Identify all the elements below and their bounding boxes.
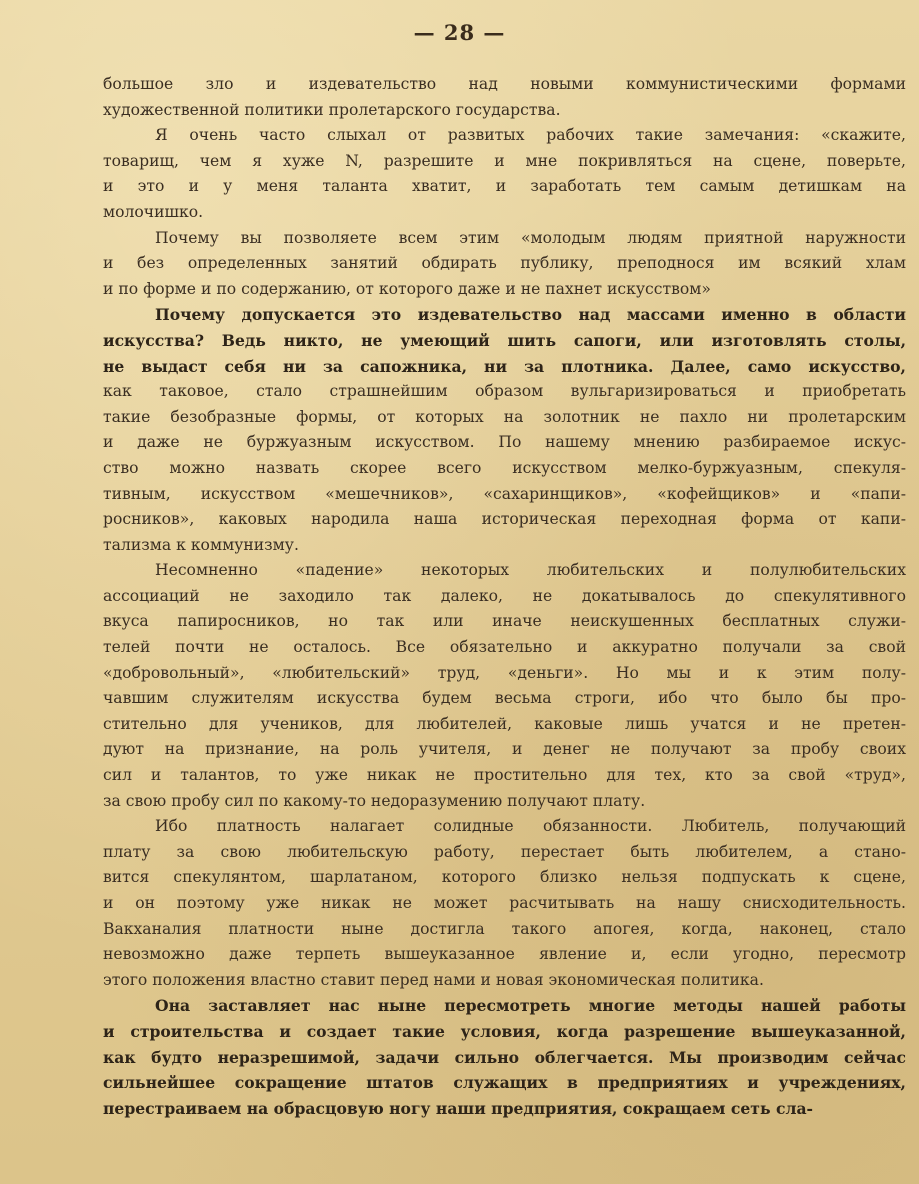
text-line: телей почти не осталось. Все обязательно и аккуратно получали за свой — [103, 638, 906, 657]
text-line: Вакханалия платности ныне достигла такого апогея, когда, наконец, стало — [103, 919, 906, 938]
text-line: большое зло и издевательство над новыми коммунистическими формами — [103, 75, 906, 93]
text-line: как таковое, стало страшнейшим образом вульгаризироваться и приобретать — [103, 382, 906, 401]
text-line: тализма к коммунизму. — [103, 535, 299, 554]
text-line: и он поэтому уже никак не может расчитывать на нашу снисходительность. — [103, 894, 906, 912]
paragraph — [103, 123, 906, 225]
paragraph — [103, 993, 906, 1121]
text-line: товарищ, чем я хуже N, разрешите и мне покривляться на сцене, поверьте, — [103, 151, 906, 170]
body-text — [103, 72, 906, 1121]
text-line: и даже не буржуазным искусством. По нашему мнению разбираемое искус- — [103, 433, 906, 452]
text-line: и строительства и создает такие условия, когда разрешение вышеуказанной, — [103, 1021, 906, 1041]
text-line: и по форме и по содержанию, от которого даже и не пахнет искусством» — [103, 279, 711, 298]
text-line: перестраиваем на обрасцовую ногу наши предприятия, сокращаем сеть сла- — [103, 1098, 814, 1118]
paragraph — [103, 814, 906, 993]
text-line: искусства? Ведь никто, не умеющий шить сапоги, или изготовлять столы, — [103, 330, 906, 350]
text-line: плату за свою любительскую работу, перестает быть любителем, а стано- — [103, 842, 906, 861]
text-line: ассоциаций не заходило так далеко, не докатывалось до спекулятивного — [103, 586, 906, 605]
paragraph — [103, 72, 906, 123]
text-line: дуют на признание, на роль учителя, и денег не получают за пробу своих — [103, 740, 906, 759]
text-line: Почему вы позволяете всем этим «молодым людям приятной наружности — [155, 228, 906, 247]
text-line: сил и талантов, то уже никак не простительно для тех, кто за свой «труд», — [103, 766, 906, 785]
text-line: Я очень часто слыхал от развитых рабочих такие замечания: «скажите, — [155, 126, 906, 145]
text-line: художественной политики пролетарского государства. — [103, 100, 561, 119]
text-line: «добровольный», «любительский» труд, «деньги». Но мы и к этим полу- — [103, 663, 906, 682]
text-line: тивным, искусством «мешечников», «сахаринщиков», «кофейщиков» и «папи- — [103, 484, 906, 503]
text-line: чавшим служителям искусства будем весьма строги, ибо что было бы про- — [103, 689, 906, 708]
text-line: росников», каковых народила наша историческая переходная форма от капи- — [103, 510, 906, 529]
text-line: ство можно назвать скорее всего искусством мелко-буржуазным, спекуля- — [103, 458, 906, 477]
paragraph — [103, 302, 906, 558]
text-line: и без определенных занятий обдирать публику, преподнося им всякий хлам — [103, 254, 906, 273]
text-line: невозможно даже терпеть вышеуказанное явление и, если угодно, пересмотр — [103, 945, 906, 964]
text-line: и это и у меня таланта хватит, и заработать тем самым детишкам на — [103, 177, 906, 196]
text-line: Ибо платность налагает солидные обязанности. Любитель, получающий — [155, 817, 906, 836]
text-line: Несомненно «падение» некоторых любительских и полулюбительских — [155, 561, 906, 580]
text-line: стительно для учеников, для любителей, каковые лишь учатся и не претен- — [103, 714, 906, 733]
paragraph — [103, 226, 906, 303]
paragraph — [103, 558, 906, 814]
text-line: молочишко. — [103, 202, 204, 221]
text-line: Почему допускается это издевательство над массами именно в области — [155, 305, 906, 325]
text-line: вится спекулянтом, шарлатаном, которого близко нельзя подпускать к сцене, — [103, 868, 906, 887]
text-line: такие безобразные формы, от которых на золотник не пахло ни пролетарским — [103, 407, 906, 426]
page-number: — 28 — — [413, 20, 506, 45]
text-line: как будто неразрешимой, задачи сильно облегчается. Мы производим сейчас — [103, 1047, 906, 1067]
text-line: вкуса папиросников, но так или иначе неискушенных бесплатных служи- — [103, 612, 906, 631]
text-line: не выдаст себя ни за сапожника, ни за плотника. Далее, само искусство, — [103, 356, 906, 376]
text-line: за свою пробу сил по какому-то недоразумению получают плату. — [103, 791, 646, 810]
text-line: этого положения властно ставит перед нами и новая экономическая политика. — [103, 970, 764, 989]
text-line: Она заставляет нас ныне пересмотреть многие методы нашей работы — [155, 996, 906, 1016]
text-line: сильнейшее сокращение штатов служащих в предприятиях и учреждениях, — [103, 1073, 906, 1093]
